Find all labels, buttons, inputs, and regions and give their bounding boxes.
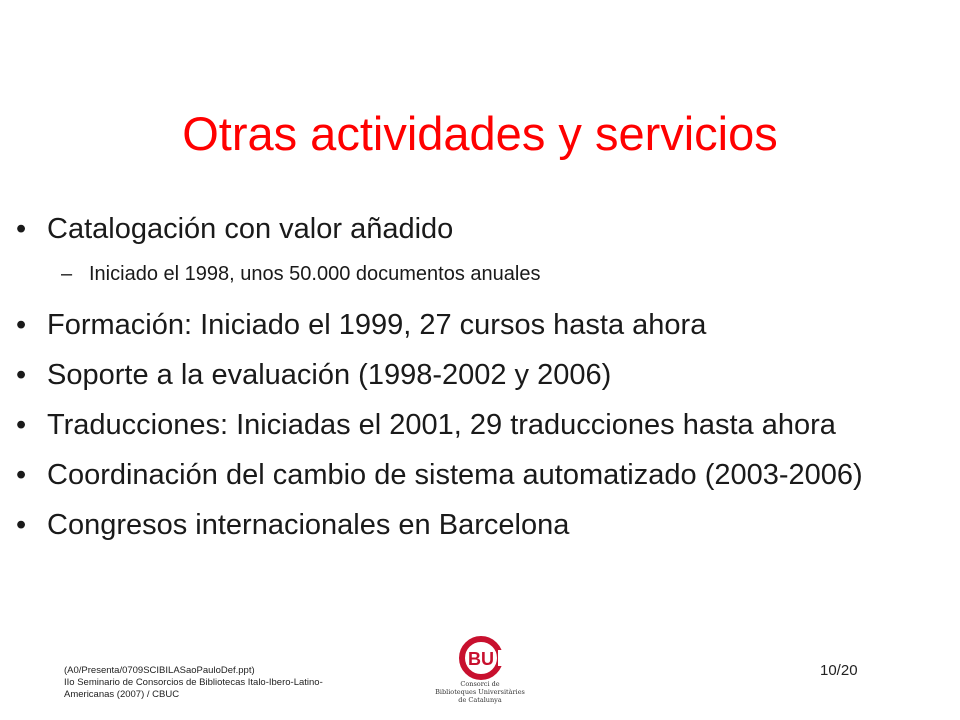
logo-caption-line: de Catalunya (458, 696, 502, 704)
bullet-item (16, 408, 916, 442)
page-number: 10/20 (820, 662, 858, 679)
bullet-text: Catalogación con valor añadido (47, 213, 454, 245)
bullet-marker: • (16, 409, 27, 441)
sub-bullet-text: Iniciado el 1998, unos 50.000 documentos anuales (89, 263, 541, 285)
bullet-item (16, 458, 916, 492)
logo-caption (428, 680, 532, 704)
bullet-marker: • (16, 359, 27, 391)
bullet-text: Coordinación del cambio de sistema automatizado (2003-2006) (47, 459, 863, 491)
bullet-marker: • (16, 459, 27, 491)
bullet-marker: • (16, 309, 27, 341)
footer-line: Americanas (2007) / CBUC (64, 689, 180, 700)
footer-line: (A0/Presenta/0709SCIBILASaoPauloDef.ppt) (64, 665, 255, 676)
bullet-text: Formación: Iniciado el 1999, 27 cursos hasta ahora (47, 309, 707, 341)
bullet-item (16, 308, 916, 342)
footer-line: IIo Seminario de Consorcios de Bibliotecas Italo-Ibero-Latino- (64, 677, 323, 688)
bullet-text: Congresos internacionales en Barcelona (47, 509, 570, 541)
bullet-marker: • (16, 213, 27, 245)
bu-logo-icon (450, 636, 512, 680)
bullet-list (16, 212, 916, 558)
bullet-item (16, 358, 916, 392)
logo-mark-text: BU (468, 649, 494, 669)
slide-title: Otras actividades y servicios (182, 107, 778, 160)
logo-caption-line: Consorci de (460, 680, 500, 688)
sub-bullet-item (16, 262, 916, 286)
bullet-text: Soporte a la evaluación (1998-2002 y 2006) (47, 359, 612, 391)
bullet-text: Traducciones: Iniciadas el 2001, 29 traducciones hasta ahora (47, 409, 836, 441)
cbuc-logo (428, 636, 532, 712)
bullet-item (16, 212, 916, 246)
bullet-item (16, 508, 916, 542)
bullet-marker: • (16, 509, 27, 541)
logo-caption-line: Biblioteques Universitàries (435, 688, 525, 696)
footer-source (64, 665, 384, 701)
sub-bullet-marker: – (61, 263, 73, 285)
